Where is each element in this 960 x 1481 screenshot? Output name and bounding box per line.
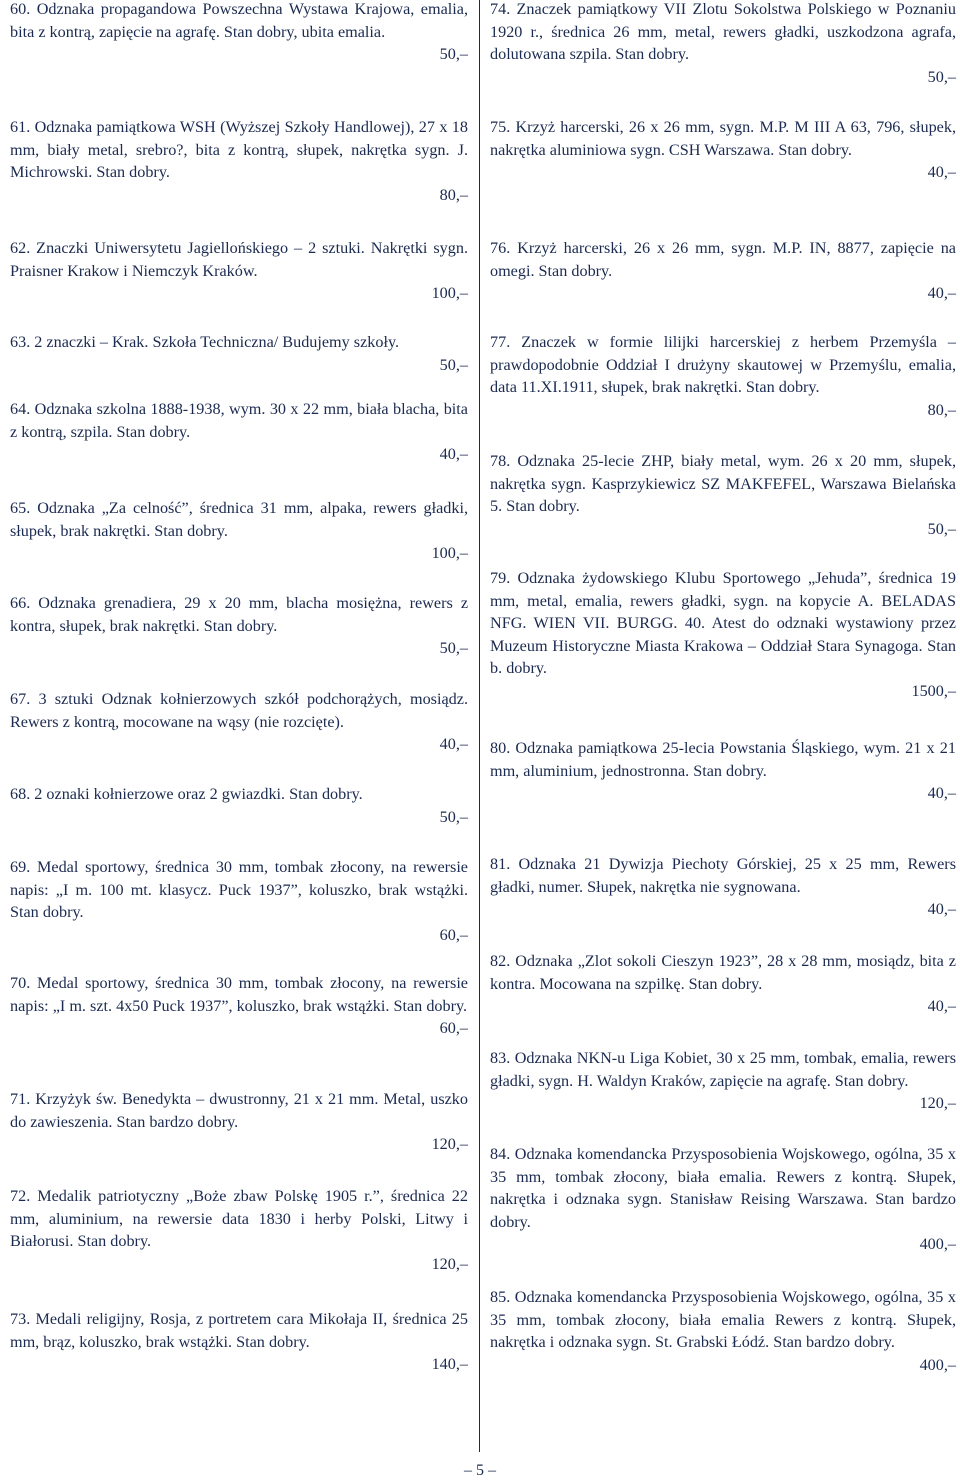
entry-description: 79. Odznaka żydowskiego Klubu Sportowego „Jehuda”, średnica 19 mm, metal, emalia, rewers gładki, sygn. na kopycie A. BELADAS NFG. WIEN VII. BURGG. 40. Atest do odznaki wystawiony przez Muzeum Historyczne Miasta Krakowa – Oddział Stara Synagoga. Stan b. dobry. (490, 569, 956, 677)
entry-price: 40,– (927, 163, 956, 181)
entry-price: 40,– (927, 284, 956, 302)
catalog-entry (490, 331, 956, 421)
entry-price: 40,– (439, 735, 468, 753)
catalog-entry (490, 737, 956, 805)
catalog-entry (10, 688, 468, 756)
entry-price: 60,– (439, 925, 468, 944)
entry-description: 66. Odznaka grenadiera, 29 x 20 mm, blacha mosiężna, rewers z kontra, słupek, brak nakrętki. Stan dobry. (10, 594, 468, 635)
catalog-entry (490, 1047, 956, 1115)
entry-price: 50,– (439, 45, 468, 63)
entry-price: 40,– (439, 445, 468, 463)
catalog-entry (10, 497, 468, 565)
entry-price: 120,– (431, 1254, 468, 1273)
catalog-entry (10, 398, 468, 466)
entry-description: 83. Odznaka NKN-u Liga Kobiet, 30 x 25 mm, tombak, emalia, rewers gładki, sygn. H. Waldyn Kraków, zapięcie na agrafę. Stan dobry. (490, 1049, 956, 1090)
entry-description: 76. Krzyż harcerski, 26 x 26 mm, sygn. M.P. IN, 8877, zapięcie na omegi. Stan dobry. (490, 239, 956, 280)
entry-description: 70. Medal sportowy, średnica 30 mm, tombak złocony, na rewersie napis: „I m. szt. 4x50 Puck 1937”, koluszko, brak wstążki. Stan dobry. (10, 974, 468, 1015)
catalog-entry (490, 116, 956, 184)
entry-description: 63. 2 znaczki – Krak. Szkoła Techniczna/ Budujemy szkoły. (10, 333, 400, 351)
catalog-entry (490, 567, 956, 702)
catalog-entry (10, 1185, 468, 1275)
catalog-entry (490, 950, 956, 1018)
entry-price: 100,– (431, 544, 468, 562)
entry-price: 40,– (927, 784, 956, 802)
entry-price: 40,– (927, 997, 956, 1015)
entry-description: 64. Odznaka szkolna 1888-1938, wym. 30 x 22 mm, biała blacha, bita z kontrą, szpila. Stan dobry. (10, 400, 468, 441)
entry-description: 85. Odznaka komendancka Przysposobienia Wojskowego, ogólna, 35 x 35 mm, tombak złocony, biała emalia Rewers z kontrą. Słupek, nakrętka i odznaka sygn. St. Grabski Łódź. Stan bardzo dobry. (490, 1288, 956, 1351)
column-divider (479, 0, 480, 1452)
entry-price: 1500,– (911, 681, 956, 700)
catalog-entry (10, 0, 468, 66)
entry-price: 50,– (439, 355, 468, 374)
catalog-entry (10, 331, 468, 376)
catalog-entry (490, 450, 956, 540)
entry-price: 50,– (439, 807, 468, 826)
entry-price: 120,– (431, 1135, 468, 1153)
entry-description: 84. Odznaka komendancka Przysposobienia Wojskowego, ogólna, 35 x 35 mm, tombak złocony, biała emalia. Rewers z kontrą. Słupek, nakrętka i odznaka sygn. Stanisław Reising Warszawa. Stan bardzo dobry. (490, 1145, 956, 1231)
entry-description: 61. Odznaka pamiątkowa WSH (Wyższej Szkoły Handlowej), 27 x 18 mm, biały metal, srebro?, bita z kontrą, słupek, nakrętka sygn. J. Michrowski. Stan dobry. (10, 118, 468, 181)
entry-description: 72. Medalik patriotyczny „Boże zbaw Polskę 1905 r.”, średnica 22 mm, aluminium, na rewersie data 1830 i herby Polski, Litwy i Białorusi. Stan dobry. (10, 1187, 468, 1250)
entry-price: 50,– (439, 639, 468, 657)
entry-description: 73. Medali religijny, Rosja, z portretem cara Mikołaja II, średnica 25 mm, brąz, koluszko, brak wstążki. Stan dobry. (10, 1310, 468, 1351)
entry-price: 120,– (919, 1094, 956, 1112)
entry-price: 400,– (919, 1355, 956, 1374)
catalog-entry (10, 592, 468, 660)
entry-description: 74. Znaczek pamiątkowy VII Zlotu Sokolstwa Polskiego w Poznaniu 1920 r., średnica 26 mm, metal, rewers gładki, uszkodzona agrafa, dolutowana szpila. Stan dobry. (490, 0, 956, 63)
catalog-entry (490, 1286, 956, 1376)
entry-description: 67. 3 sztuki Odznak kołnierzowych szkół podchorążych, mosiądz. Rewers z kontrą, mocowane na wąsy (nie rozcięte). (10, 690, 468, 731)
catalog-entry (10, 856, 468, 946)
entry-price: 100,– (431, 284, 468, 302)
entry-price: 80,– (927, 400, 956, 419)
entry-description: 71. Krzyżyk św. Benedykta – dwustronny, 21 x 21 mm. Metal, uszko do zawieszenia. Stan bardzo dobry. (10, 1090, 468, 1131)
entry-price: 40,– (927, 900, 956, 918)
entry-price: 50,– (927, 519, 956, 538)
catalog-entry (10, 972, 468, 1040)
catalog-entry (490, 0, 956, 88)
entry-description: 60. Odznaka propagandowa Powszechna Wystawa Krajowa, emalia, bita z kontrą, zapięcie na agrafę. Stan dobry, ubita emalia. (10, 0, 468, 41)
entry-description: 75. Krzyż harcerski, 26 x 26 mm, sygn. M.P. M III A 63, 796, słupek, nakrętka aluminiowa sygn. CSH Warszawa. Stan dobry. (490, 118, 956, 159)
entry-price: 60,– (439, 1019, 468, 1037)
entry-price: 400,– (919, 1235, 956, 1253)
entry-description: 69. Medal sportowy, średnica 30 mm, tombak złocony, na rewersie napis: „I m. 100 mt. klasycz. Puck 1937”, koluszko, brak wstążki. Stan dobry. (10, 858, 468, 921)
catalog-entry (490, 853, 956, 921)
catalog-entry (10, 783, 468, 828)
catalog-entry (490, 237, 956, 305)
entry-description: 81. Odznaka 21 Dywizja Piechoty Górskiej, 25 x 25 mm, Rewers gładki, numer. Słupek, nakrętka nie sygnowana. (490, 855, 956, 896)
entry-description: 77. Znaczek w formie lilijki harcerskiej z herbem Przemyśla – prawdopodobnie Oddział I drużyny skautowej w Przemyślu, emalia, data 11.XI.1911, słupek, brak nakrętki. Stan dobry. (490, 333, 956, 396)
entry-price: 50,– (927, 67, 956, 86)
entry-description: 68. 2 oznaki kołnierzowe oraz 2 gwiazdki. Stan dobry. (10, 785, 363, 803)
catalog-entry (490, 1143, 956, 1256)
entry-description: 82. Odznaka „Zlot sokoli Cieszyn 1923”, 28 x 28 mm, mosiądz, bita z kontra. Mocowana na szpilkę. Stan dobry. (490, 952, 956, 993)
catalog-entry (10, 1088, 468, 1156)
page-number: – 5 – (464, 1462, 496, 1479)
entry-price: 80,– (439, 185, 468, 204)
entry-description: 78. Odznaka 25-lecie ZHP, biały metal, wym. 26 x 20 mm, słupek, nakrętka sygn. Kasprzykiewicz SZ MAKFEFEL, Warszawa Bielańska 5. Stan dobry. (490, 452, 956, 515)
entry-description: 80. Odznaka pamiątkowa 25-lecia Powstania Śląskiego, wym. 21 x 21 mm, aluminium, jednostronna. Stan dobry. (490, 739, 956, 780)
catalog-entry (10, 1308, 468, 1376)
entry-description: 65. Odznaka „Za celność”, średnica 31 mm, alpaka, rewers gładki, słupek, brak nakrętki. Stan dobry. (10, 499, 468, 540)
catalog-entry (10, 237, 468, 305)
entry-description: 62. Znaczki Uniwersytetu Jagiellońskiego – 2 sztuki. Nakrętki sygn. Praisner Krakow i Niemczyk Kraków. (10, 239, 468, 280)
catalog-entry (10, 116, 468, 206)
entry-price: 140,– (431, 1355, 468, 1373)
